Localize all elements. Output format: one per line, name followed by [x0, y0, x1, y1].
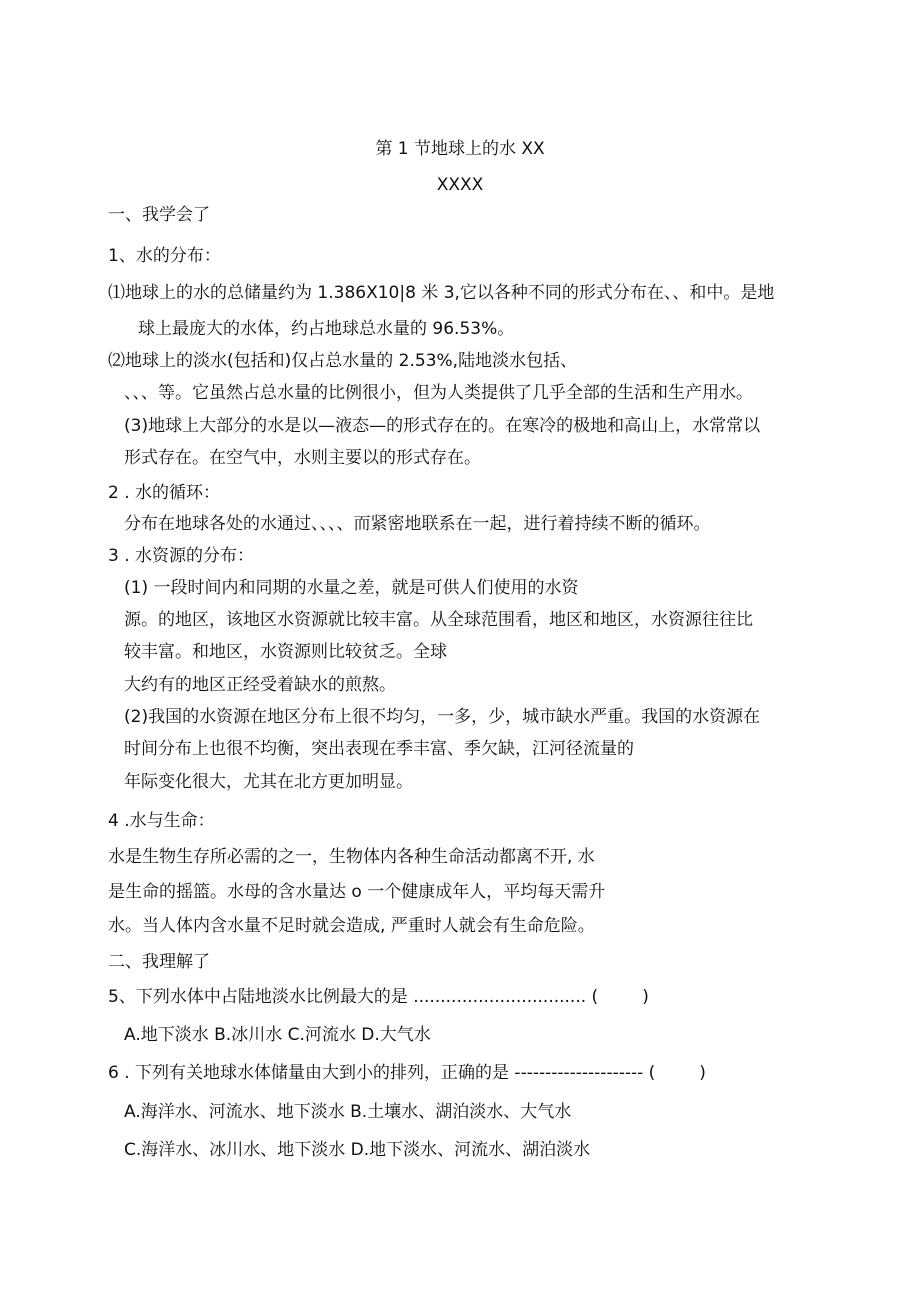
q1-paragraph-3-line-2: 形式存在。在空气中，水则主要以的形式存在。 [124, 448, 481, 468]
q4-line-1: 水是生物生存所必需的之一，生物体内各种生命活动都离不开, 水 [108, 847, 595, 867]
question-6-options-line-2: C.海洋水、冰川水、地下淡水 D.地下淡水、河流水、湖泊淡水 [124, 1140, 591, 1160]
q3-paragraph-1-line-1: (1) 一段时间内和同期的水量之差，就是可供人们使用的水资 [124, 578, 579, 598]
q4-line-3: 水。当人体内含水量不足时就会造成, 严重时人就会有生命危险。 [108, 916, 595, 936]
q3-paragraph-2-line-3: 年际变化很大，尤其在北方更加明显。 [124, 772, 413, 792]
q3-paragraph-1-line-2: 源。的地区，该地区水资源就比较丰富。从全球范围看，地区和地区，水资源往往比 [124, 610, 753, 630]
q1-paragraph-2-line-1: ⑵地球上的淡水(包括和)仅占总水量的 2.53%,陆地淡水包括、 [108, 351, 578, 371]
question-6-options-line-1: A.海洋水、河流水、地下淡水 B.土壤水、湖泊淡水、大气水 [124, 1102, 572, 1122]
question-6-stem: 6 . 下列有关地球水体储量由大到小的排列，正确的是 --------------------- ( [108, 1063, 656, 1083]
question-5 [108, 985, 649, 1009]
question-6-answer-close: ) [699, 1063, 706, 1083]
question-2-heading: 2 . 水的循环： [108, 483, 221, 503]
question-6 [108, 1061, 706, 1085]
q1-paragraph-1-line-1: ⑴地球上的水的总储量约为 1.386X10|8 米 3,它以各种不同的形式分布在、、和中。是地 [108, 283, 775, 303]
section-heading-learned: 一、我学会了 [108, 205, 210, 225]
page-subtitle: XXXX [436, 175, 484, 195]
q3-paragraph-1-line-3: 较丰富。和地区，水资源则比较贫乏。全球 [124, 642, 447, 662]
question-1-heading: 1、水的分布： [108, 246, 221, 266]
question-5-stem: 5、下列水体中占陆地淡水比例最大的是 ................................ ( [108, 987, 599, 1007]
question-5-options: A.地下淡水 B.冰川水 C.河流水 D.大气水 [124, 1025, 431, 1045]
q3-paragraph-2-line-2: 时间分布上也很不均衡，突出表现在季丰富、季欠缺，江河径流量的 [124, 739, 634, 759]
q3-paragraph-1-line-4: 大约有的地区正经受着缺水的煎熬。 [124, 675, 396, 695]
page-title: 第 1 节地球上的水 XX [375, 139, 545, 159]
question-4-heading: 4 .水与生命： [108, 811, 215, 831]
question-5-answer-close: ) [642, 987, 649, 1007]
question-3-heading: 3 . 水资源的分布： [108, 546, 255, 566]
q1-paragraph-1-line-2: 球上最庞大的水体，约占地球总水量的 96.53%。 [138, 319, 515, 339]
q4-line-2: 是生命的摇篮。水母的含水量达 o 一个健康成年人，平均每天需升 [108, 882, 606, 902]
q1-paragraph-3-line-1: (3)地球上大部分的水是以—液态—的形式存在的。在寒冷的极地和高山上，水常常以 [124, 416, 761, 436]
q2-paragraph: 分布在地球各处的水通过、、、、而紧密地联系在一起，进行着持续不断的循环。 [124, 514, 711, 534]
section-heading-understood: 二、我理解了 [108, 952, 210, 972]
q3-paragraph-2-line-1: (2)我国的水资源在地区分布上很不均匀，一多，少，城市缺水严重。我国的水资源在 [124, 707, 761, 727]
q1-paragraph-2-line-2: 、、、等。它虽然占总水量的比例很小，但为人类提供了几乎全部的生活和生产用水。 [124, 383, 753, 403]
